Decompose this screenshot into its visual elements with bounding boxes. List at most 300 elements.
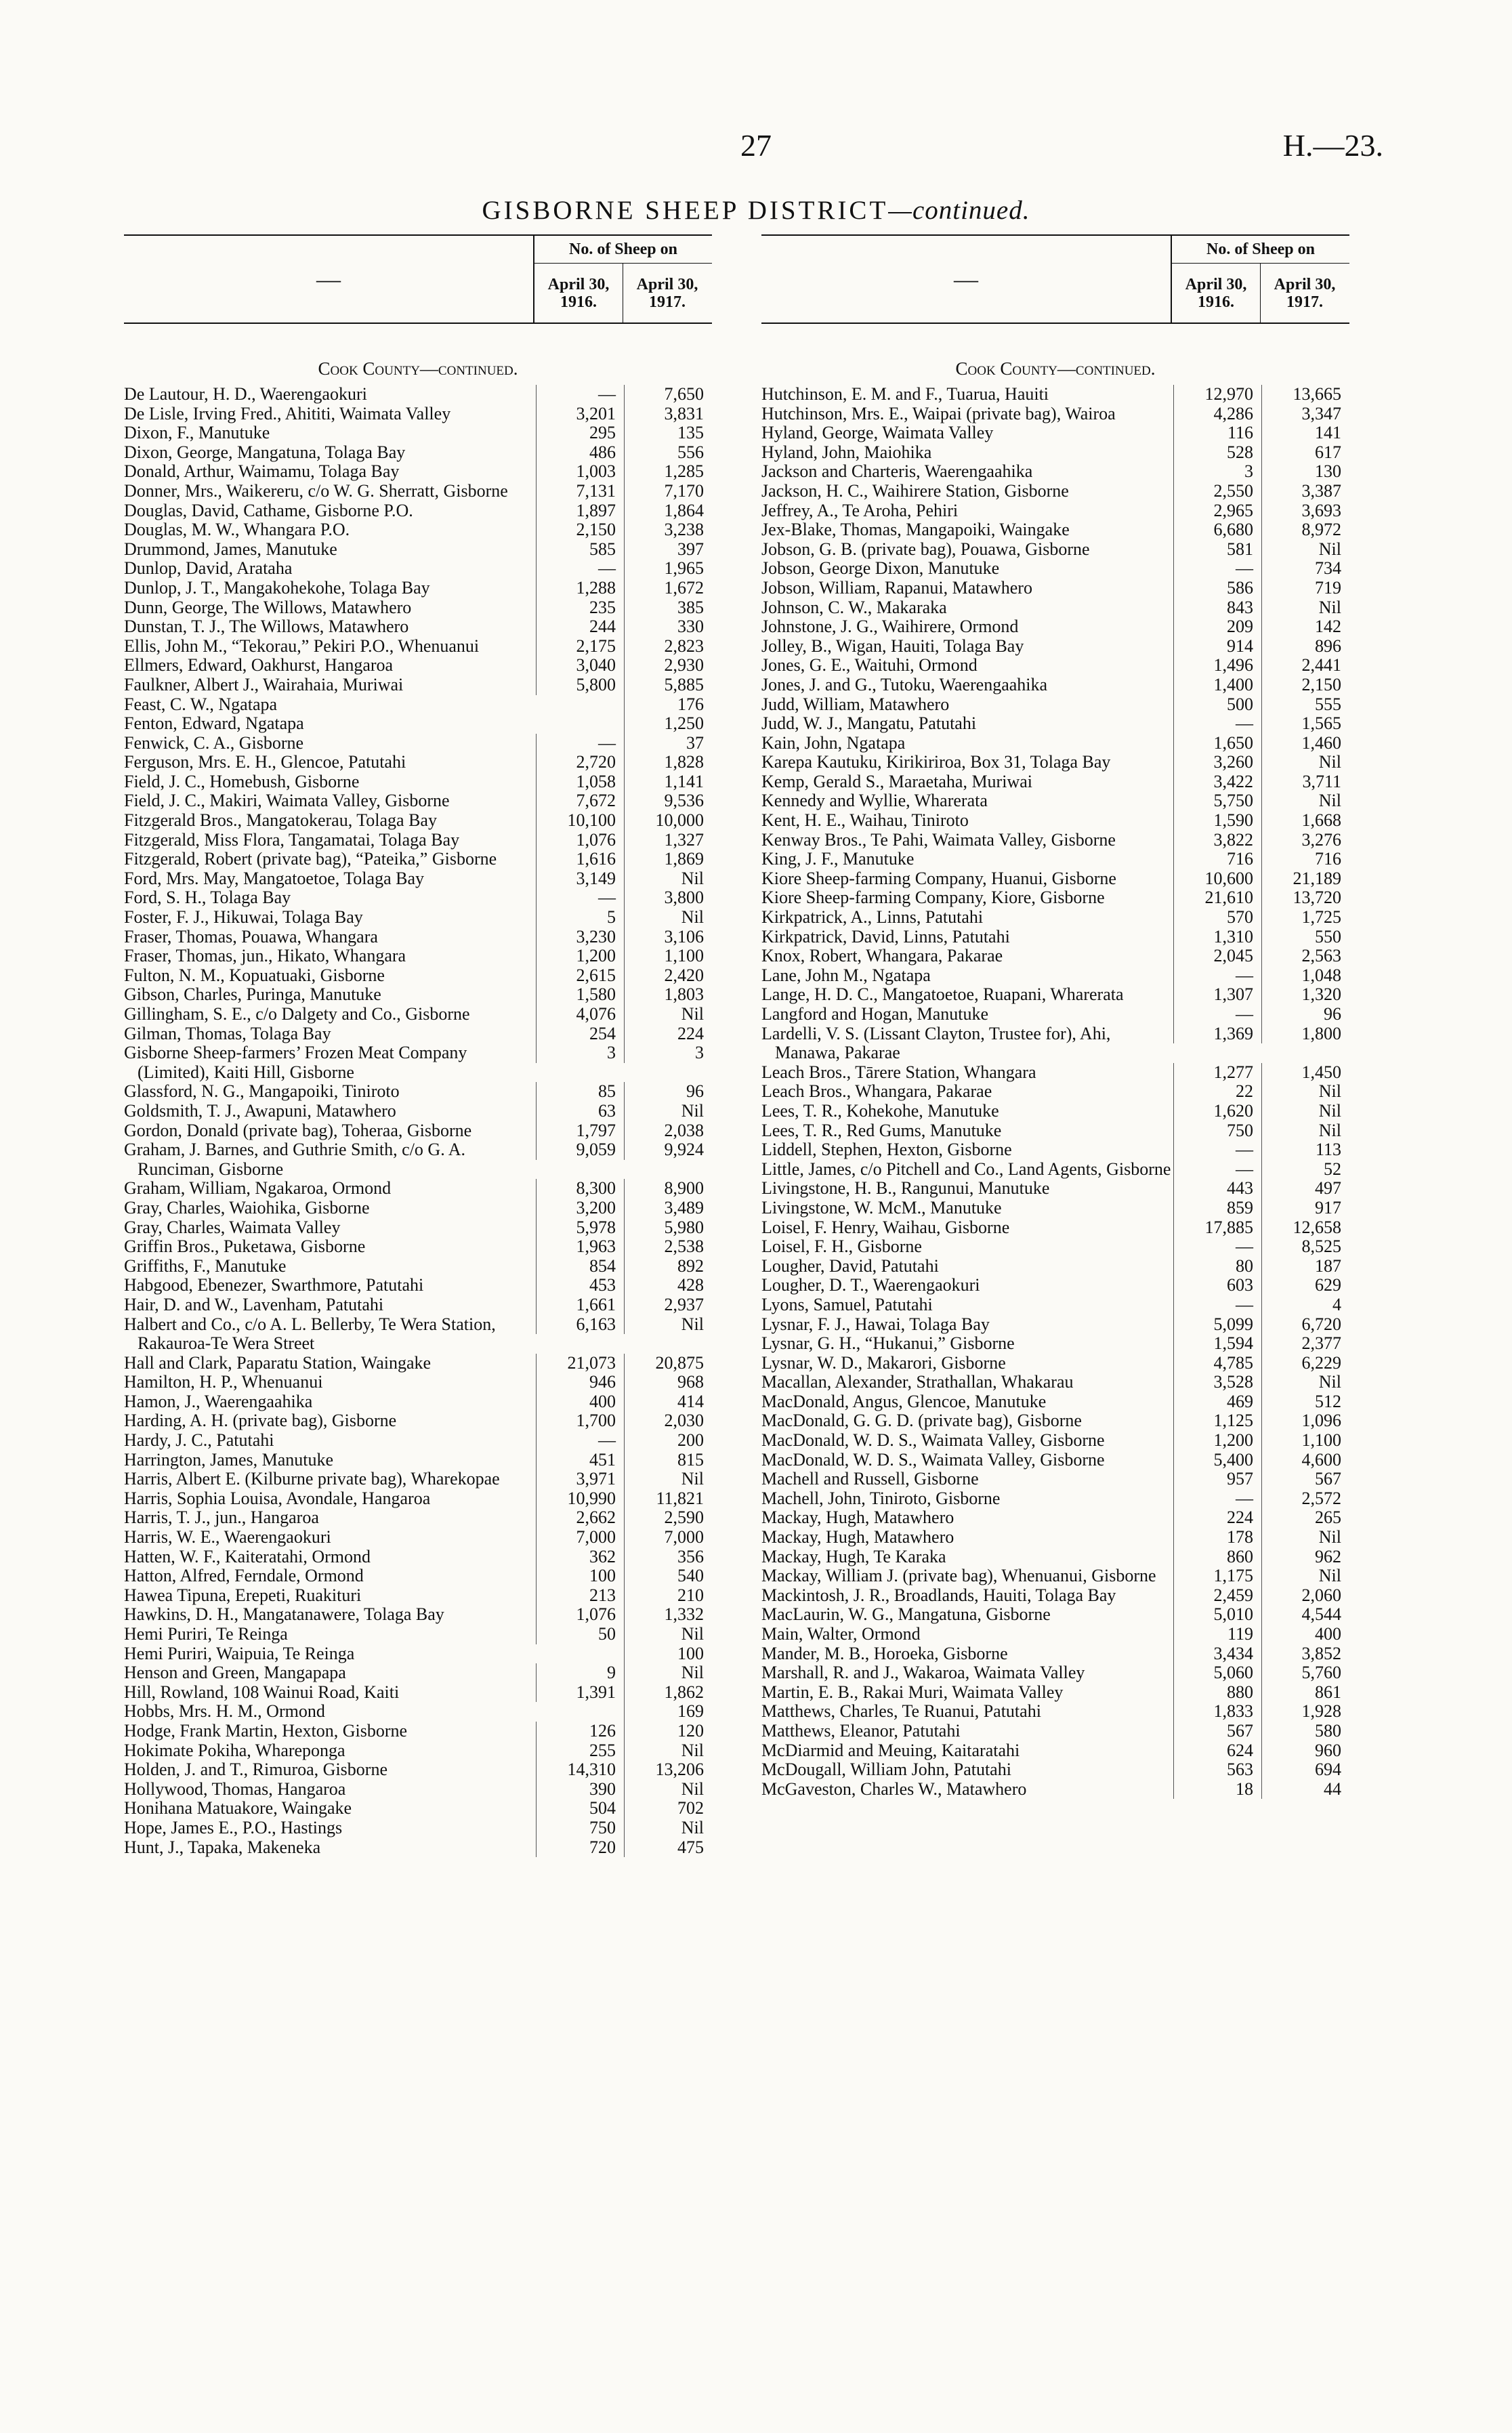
owner-name: Donner, Mrs., Waikereru, c/o W. G. Sherratt, Gisborne (124, 480, 508, 501)
sheep-1917: 3,387 (1261, 482, 1349, 501)
owner-name: Fraser, Thomas, jun., Hikato, Whangara (124, 946, 406, 966)
owner-name: Gilman, Thomas, Tolaga Bay (124, 1023, 331, 1043)
sheep-1916: 1,307 (1173, 985, 1261, 1005)
table-row (124, 540, 712, 560)
sheep-1917: 20,875 (624, 1354, 712, 1373)
table-row (761, 791, 1349, 811)
table-row (124, 1838, 712, 1858)
sheep-1917: 702 (624, 1799, 712, 1818)
table-row (761, 1276, 1349, 1295)
owner-name: Fraser, Thomas, Pouawa, Whangara (124, 926, 378, 947)
sheep-1916: 1,200 (536, 947, 624, 966)
owner-name: Mackay, Hugh, Te Karaka (761, 1546, 946, 1566)
owner-name: De Lautour, H. D., Waerengaokuri (124, 384, 367, 404)
sheep-1917: 2,150 (1261, 675, 1349, 695)
sheep-1917: 1,450 (1261, 1063, 1349, 1083)
owner-name: Karepa Kautuku, Kirikiriroa, Box 31, Tolaga Bay (761, 752, 1111, 772)
table-row (761, 1373, 1349, 1392)
sheep-1917: 1,828 (624, 753, 712, 772)
table-row (124, 559, 712, 579)
report-reference: H.—23. (1282, 128, 1383, 163)
sheep-1916: 624 (1173, 1741, 1261, 1761)
table-row (124, 1780, 712, 1800)
table-row (761, 1082, 1349, 1102)
sheep-1916: 1,003 (536, 462, 624, 482)
table-row (761, 1102, 1349, 1121)
sheep-1917: 734 (1261, 559, 1349, 579)
table-row (124, 1625, 712, 1644)
sheep-1916: 603 (1173, 1276, 1261, 1295)
sheep-1916: 209 (1173, 617, 1261, 637)
owner-name: Kenway Bros., Te Pahi, Waimata Valley, Gisborne (761, 829, 1116, 850)
owner-name: Harris, Albert E. (Kilburne private bag), Wharekopae (124, 1469, 500, 1489)
sheep-1916: 362 (536, 1547, 624, 1567)
sheep-1917: 44 (1261, 1780, 1349, 1800)
table-row (761, 540, 1349, 560)
owner-name: Glassford, N. G., Mangapoiki, Tiniroto (124, 1081, 400, 1102)
owner-name: Hawea Tipuna, Erepeti, Ruakituri (124, 1585, 362, 1605)
table-row (124, 1218, 712, 1238)
owner-name: Habgood, Ebenezer, Swarthmore, Patutahi (124, 1275, 424, 1295)
sheep-1917: Nil (1261, 1528, 1349, 1547)
table-row (761, 404, 1349, 424)
owner-name: Jackson and Charteris, Waerengaahika (761, 461, 1033, 482)
sheep-1917: 968 (624, 1373, 712, 1392)
sheep-1917: 719 (1261, 579, 1349, 598)
sheep-1916: — (1173, 1489, 1261, 1509)
table-row (761, 1547, 1349, 1567)
sheep-1917: 3,276 (1261, 831, 1349, 850)
table-row (761, 811, 1349, 831)
sheep-1917: Nil (624, 1741, 712, 1761)
owner-name: Livingstone, W. McM., Manutuke (761, 1197, 1002, 1218)
owner-name: Griffin Bros., Puketawa, Gisborne (124, 1236, 366, 1257)
sheep-1916: 5,750 (1173, 791, 1261, 811)
owner-name: Field, J. C., Homebush, Gisborne (124, 771, 360, 791)
owner-name: Kain, John, Ngatapa (761, 732, 906, 753)
sheep-1916: 3,201 (536, 404, 624, 424)
sheep-1916: 119 (1173, 1625, 1261, 1644)
owner-name: Dunlop, David, Arataha (124, 558, 293, 579)
sheep-1917: 3,238 (624, 520, 712, 540)
sheep-1917: 3,489 (624, 1199, 712, 1218)
owner-name: Lange, H. D. C., Mangatoetoe, Ruapani, Wharerata (761, 984, 1124, 1005)
table-row (124, 966, 712, 986)
sheep-1917: 414 (624, 1392, 712, 1412)
table-row (124, 850, 712, 869)
sheep-1917: 265 (1261, 1508, 1349, 1528)
table-row (124, 1508, 712, 1528)
sheep-1917: 1,869 (624, 850, 712, 869)
sheep-1916: 3,149 (536, 869, 624, 889)
sheep-1916: 528 (1173, 443, 1261, 463)
table-row (761, 1392, 1349, 1412)
sheep-1917: 1,100 (624, 947, 712, 966)
owner-name: Leach Bros., Tārere Station, Whangara (761, 1062, 1036, 1082)
sheep-1916: 2,150 (536, 520, 624, 540)
sheep-1916: 10,990 (536, 1489, 624, 1509)
sheep-1916: 10,600 (1173, 869, 1261, 889)
owner-name: Fulton, N. M., Kopuatuaki, Gisborne (124, 965, 385, 985)
sheep-1916: 254 (536, 1024, 624, 1044)
sheep-1916: — (1173, 1005, 1261, 1024)
sheep-1917: 3,852 (1261, 1644, 1349, 1664)
owner-name: Hokimate Pokiha, Whareponga (124, 1740, 345, 1760)
owner-name: Knox, Robert, Whangara, Pakarae (761, 946, 1003, 966)
sheep-1917: 330 (624, 617, 712, 637)
sheep-1916: 22 (1173, 1082, 1261, 1102)
table-row (124, 1489, 712, 1509)
owner-name: Matthews, Eleanor, Patutahi (761, 1720, 961, 1741)
owner-name: Mackay, Hugh, Matawhero (761, 1527, 954, 1547)
sheep-1917: 556 (624, 443, 712, 463)
table-row (124, 462, 712, 482)
table-row (761, 1451, 1349, 1470)
table-row (761, 831, 1349, 850)
owner-name: Henson and Green, Mangapapa (124, 1663, 346, 1683)
sheep-1917: Nil (1261, 540, 1349, 560)
owner-name: Hobbs, Mrs. H. M., Ormond (124, 1701, 325, 1722)
sheep-1917: 3,800 (624, 888, 712, 908)
owner-name: Leach Bros., Whangara, Pakarae (761, 1081, 992, 1102)
owner-name: Mackintosh, J. R., Broadlands, Hauiti, Tolaga Bay (761, 1585, 1116, 1605)
sheep-1916: 5,800 (536, 675, 624, 695)
owner-name: MacLaurin, W. G., Mangatuna, Gisborne (761, 1604, 1051, 1625)
sheep-1917: 1,096 (1261, 1411, 1349, 1431)
owner-name: Griffiths, F., Manutuke (124, 1255, 287, 1276)
sheep-1916: 21,610 (1173, 888, 1261, 908)
sheep-1917: 1,565 (1261, 714, 1349, 734)
owner-name: Kemp, Gerald S., Maraetaha, Muriwai (761, 771, 1032, 791)
sheep-1917: 694 (1261, 1760, 1349, 1780)
owner-name: Jones, G. E., Waituhi, Ormond (761, 655, 978, 675)
table-header (124, 234, 712, 324)
table-row (124, 695, 712, 715)
owner-name: MacDonald, G. G. D. (private bag), Gisborne (761, 1411, 1082, 1431)
owner-name: MacDonald, W. D. S., Waimata Valley, Gisborne (761, 1430, 1105, 1451)
owner-name: Hutchinson, Mrs. E., Waipai (private bag), Wairoa (761, 403, 1116, 423)
owner-name: Field, J. C., Makiri, Waimata Valley, Gisborne (124, 791, 450, 811)
table-row (761, 579, 1349, 598)
owner-name: Harding, A. H. (private bag), Gisborne (124, 1411, 397, 1431)
table-row (124, 947, 712, 966)
sheep-1916: 750 (1173, 1121, 1261, 1141)
sheep-1917: 512 (1261, 1392, 1349, 1412)
sheep-1916: 100 (536, 1566, 624, 1586)
sheep-1916: 1,400 (1173, 675, 1261, 695)
sheep-1917: Nil (624, 908, 712, 928)
sheep-1917: 5,885 (624, 675, 712, 695)
table-row (124, 1451, 712, 1470)
sheep-1916: 5,400 (1173, 1451, 1261, 1470)
owner-name: Johnstone, J. G., Waihirere, Ormond (761, 617, 1019, 637)
table-row (761, 1586, 1349, 1606)
sheep-1916: 1,797 (536, 1121, 624, 1141)
sheep-1917: 96 (624, 1082, 712, 1102)
table-body (124, 385, 712, 1857)
sheep-1917: Nil (1261, 1102, 1349, 1121)
owner-name: Holden, J. and T., Rimuroa, Gisborne (124, 1760, 387, 1780)
owner-name: Livingstone, H. B., Rangunui, Manutuke (761, 1178, 1050, 1199)
owner-name: Dixon, George, Mangatuna, Tolaga Bay (124, 442, 406, 462)
page-title (0, 195, 1512, 226)
sheep-1916: 5,099 (1173, 1315, 1261, 1335)
table-body (761, 385, 1349, 1799)
sheep-1916: 2,965 (1173, 501, 1261, 521)
table-row (124, 1392, 712, 1412)
sheep-1916: 2,550 (1173, 482, 1261, 501)
sheep-1917: Nil (624, 1315, 712, 1335)
table-row (124, 1315, 712, 1354)
table-row (124, 928, 712, 947)
owner-name: Matthews, Charles, Te Ruanui, Patutahi (761, 1701, 1041, 1722)
sheep-1916: 63 (536, 1102, 624, 1121)
table-row (124, 385, 712, 404)
owner-name: Macallan, Alexander, Strathallan, Whakarau (761, 1372, 1074, 1392)
table-row (761, 850, 1349, 869)
table-row (761, 1566, 1349, 1586)
right-table (761, 234, 1349, 1799)
table-row (761, 1644, 1349, 1664)
sheep-1916: 946 (536, 1373, 624, 1392)
owner-name: Martin, E. B., Rakai Muri, Waimata Valley (761, 1682, 1064, 1702)
sheep-1917: Nil (1261, 1082, 1349, 1102)
owner-name: Ford, S. H., Tolaga Bay (124, 888, 291, 908)
owner-name: Hunt, J., Tapaka, Makeneka (124, 1837, 321, 1857)
owner-name: Douglas, David, Cathame, Gisborne P.O. (124, 500, 413, 520)
table-row (124, 1373, 712, 1392)
sheep-1917: 3,711 (1261, 772, 1349, 792)
sheep-1917: 1,320 (1261, 985, 1349, 1005)
sheep-1917: 100 (624, 1644, 712, 1664)
table-row (761, 1218, 1349, 1238)
table-row (124, 985, 712, 1005)
sheep-1916: 586 (1173, 579, 1261, 598)
table-row (124, 598, 712, 618)
table-row (124, 579, 712, 598)
owner-name: Halbert and Co., c/o A. L. Bellerby, Te Wera Station, Rakauroa-Te Wera Street (124, 1314, 496, 1354)
owner-name: Lysnar, W. D., Makarori, Gisborne (761, 1352, 1006, 1373)
table-row (124, 1140, 712, 1179)
sheep-1917: 1,800 (1261, 1024, 1349, 1044)
sheep-1917: 896 (1261, 637, 1349, 657)
sheep-1917: Nil (624, 1780, 712, 1800)
table-row (761, 1528, 1349, 1547)
sheep-1916: — (1173, 1140, 1261, 1160)
owner-name: Loisel, F. Henry, Waihau, Gisborne (761, 1217, 1010, 1237)
owner-name: McDougall, William John, Patutahi (761, 1760, 1011, 1780)
sheep-1916: — (1173, 714, 1261, 734)
sheep-1917: 550 (1261, 928, 1349, 947)
sheep-1916: 716 (1173, 850, 1261, 869)
table-row (761, 947, 1349, 966)
sheep-1916: 21,073 (536, 1354, 624, 1373)
table-row (124, 1818, 712, 1838)
table-row (124, 1586, 712, 1606)
year-1917-header: April 30, 1917. (623, 264, 711, 323)
sheep-1917: 2,823 (624, 637, 712, 657)
table-row (761, 1760, 1349, 1780)
sheep-1917: 1,672 (624, 579, 712, 598)
table-row (761, 1470, 1349, 1489)
sheep-1916: 6,680 (1173, 520, 1261, 540)
sheep-1917: 4 (1261, 1295, 1349, 1315)
sheep-1917: 397 (624, 540, 712, 560)
sheep-1917: 2,538 (624, 1237, 712, 1257)
sheep-1917: 815 (624, 1451, 712, 1470)
table-row (124, 637, 712, 657)
sheep-1917: Nil (1261, 598, 1349, 618)
table-row (761, 617, 1349, 637)
owner-name: Jolley, B., Wigan, Hauiti, Tolaga Bay (761, 636, 1024, 656)
owner-name: Hatten, W. F., Kaiteratahi, Ormond (124, 1546, 371, 1566)
sheep-1916: 567 (1173, 1722, 1261, 1741)
sheep-1917: 1,285 (624, 462, 712, 482)
owner-name: Harris, T. J., jun., Hangaroa (124, 1507, 319, 1528)
sheep-1917: 2,930 (624, 656, 712, 675)
sheep-1917: 7,170 (624, 482, 712, 501)
owner-name: MacDonald, W. D. S., Waimata Valley, Gisborne (761, 1449, 1105, 1470)
sheep-1916: 443 (1173, 1179, 1261, 1199)
sheep-1917: Nil (624, 1102, 712, 1121)
sheep-1916: 5,060 (1173, 1663, 1261, 1683)
sheep-1916: 563 (1173, 1760, 1261, 1780)
sheep-1916: 4,076 (536, 1005, 624, 1024)
owner-name: Dunstan, T. J., The Willows, Matawhero (124, 617, 409, 637)
sheep-1916: 1,076 (536, 831, 624, 850)
owner-name: King, J. F., Manutuke (761, 849, 915, 869)
owner-name: Jex-Blake, Thomas, Mangapoiki, Waingake (761, 520, 1070, 540)
sheep-1916: — (1173, 1295, 1261, 1315)
table-row (124, 1799, 712, 1818)
table-row (761, 1431, 1349, 1451)
sheep-1917: 385 (624, 598, 712, 618)
sheep-1917: 9,536 (624, 791, 712, 811)
sheep-1917: 8,900 (624, 1179, 712, 1199)
sheep-1916: — (536, 734, 624, 753)
owner-name: Kent, H. E., Waihau, Tiniroto (761, 810, 969, 831)
sheep-1917: 475 (624, 1838, 712, 1858)
owner-name: Gisborne Sheep-farmers’ Frozen Meat Company (Limited), Kaiti Hill, Gisborne (124, 1043, 467, 1082)
owner-name: Hyland, John, Maiohika (761, 442, 932, 462)
sheep-1916: 295 (536, 423, 624, 443)
owner-name: Jobson, George Dixon, Manutuke (761, 558, 1000, 579)
table-row (761, 869, 1349, 889)
table-row (124, 1644, 712, 1664)
table-row (124, 1470, 712, 1489)
table-row (124, 1024, 712, 1044)
sheep-1916: 3,200 (536, 1199, 624, 1218)
sheep-1917: 629 (1261, 1276, 1349, 1295)
table-row (761, 482, 1349, 501)
sheep-1916: 9 (536, 1663, 624, 1683)
table-row (124, 1199, 712, 1218)
sheep-1916: 2,045 (1173, 947, 1261, 966)
owner-name: Lyons, Samuel, Patutahi (761, 1294, 933, 1314)
sheep-1917: 962 (1261, 1547, 1349, 1567)
sheep-1917: 12,658 (1261, 1218, 1349, 1238)
sheep-1916: 3,230 (536, 928, 624, 947)
sheep-1916: 235 (536, 598, 624, 618)
table-row (124, 675, 712, 695)
owner-name: Hamon, J., Waerengaahika (124, 1391, 313, 1411)
sheep-1917: 580 (1261, 1722, 1349, 1741)
sheep-1917: 428 (624, 1276, 712, 1295)
sheep-1916: 2,720 (536, 753, 624, 772)
table-row (761, 1489, 1349, 1509)
sheep-1916: 1,496 (1173, 656, 1261, 675)
sheep-1917: 1,100 (1261, 1431, 1349, 1451)
table-row (761, 1160, 1349, 1180)
owner-name: MacDonald, Angus, Glencoe, Manutuke (761, 1391, 1047, 1411)
table-row (761, 753, 1349, 772)
table-row (124, 1431, 712, 1451)
sheep-1917: 142 (1261, 617, 1349, 637)
table-row (124, 888, 712, 908)
owner-name: Liddell, Stephen, Hexton, Gisborne (761, 1140, 1012, 1160)
sheep-1916: 1,310 (1173, 928, 1261, 947)
sheep-1916: — (536, 385, 624, 404)
sheep-1916: 7,131 (536, 482, 624, 501)
table-row (124, 811, 712, 831)
sheep-1917: 7,000 (624, 1528, 712, 1547)
sheep-1917: 400 (1261, 1625, 1349, 1644)
table-row (124, 1663, 712, 1683)
owner-name: Harris, W. E., Waerengaokuri (124, 1527, 331, 1547)
table-row (761, 1683, 1349, 1703)
sheep-1916: 85 (536, 1082, 624, 1102)
sheep-1916: 1,175 (1173, 1566, 1261, 1586)
table-row (124, 404, 712, 424)
sheep-1916: 50 (536, 1625, 624, 1644)
left-table (124, 234, 712, 1857)
sheep-1916: 486 (536, 443, 624, 463)
sheep-1916: 9,059 (536, 1140, 624, 1160)
owner-name: Fitzgerald Bros., Mangatokerau, Tolaga Bay (124, 810, 437, 831)
table-row (124, 1528, 712, 1547)
table-row (761, 966, 1349, 986)
table-row (761, 772, 1349, 792)
owner-name: Hemi Puriri, Te Reinga (124, 1624, 288, 1644)
sheep-1916: 12,970 (1173, 385, 1261, 404)
sheep-1916: 126 (536, 1722, 624, 1741)
sheep-1916: 504 (536, 1799, 624, 1818)
owner-name: Douglas, M. W., Whangara P.O. (124, 520, 350, 540)
sheep-1917: Nil (624, 1663, 712, 1683)
table-row (761, 1625, 1349, 1644)
sheep-1917: 1,141 (624, 772, 712, 792)
sheep-1917: 960 (1261, 1741, 1349, 1761)
sheep-1917: Nil (1261, 753, 1349, 772)
sheep-1916: 5 (536, 908, 624, 928)
sheep-1916: — (1173, 1160, 1261, 1180)
table-row (124, 423, 712, 443)
sheep-1916: 1,277 (1173, 1063, 1261, 1083)
owner-name: Fenton, Edward, Ngatapa (124, 713, 304, 734)
owner-name: Kirkpatrick, A., Linns, Patutahi (761, 907, 984, 928)
sheep-1917: Nil (624, 1005, 712, 1024)
sheep-1917: 1,965 (624, 559, 712, 579)
owner-name: Hair, D. and W., Lavenham, Patutahi (124, 1294, 384, 1314)
sheep-1916: 1,833 (1173, 1702, 1261, 1722)
owner-name: Gray, Charles, Waimata Valley (124, 1217, 341, 1237)
table-row (124, 714, 712, 734)
sheep-1916: 1,076 (536, 1605, 624, 1625)
table-row (124, 617, 712, 637)
sheep-1916: 255 (536, 1741, 624, 1761)
sheep-1916: 1,590 (1173, 811, 1261, 831)
sheep-1916: 3,822 (1173, 831, 1261, 850)
